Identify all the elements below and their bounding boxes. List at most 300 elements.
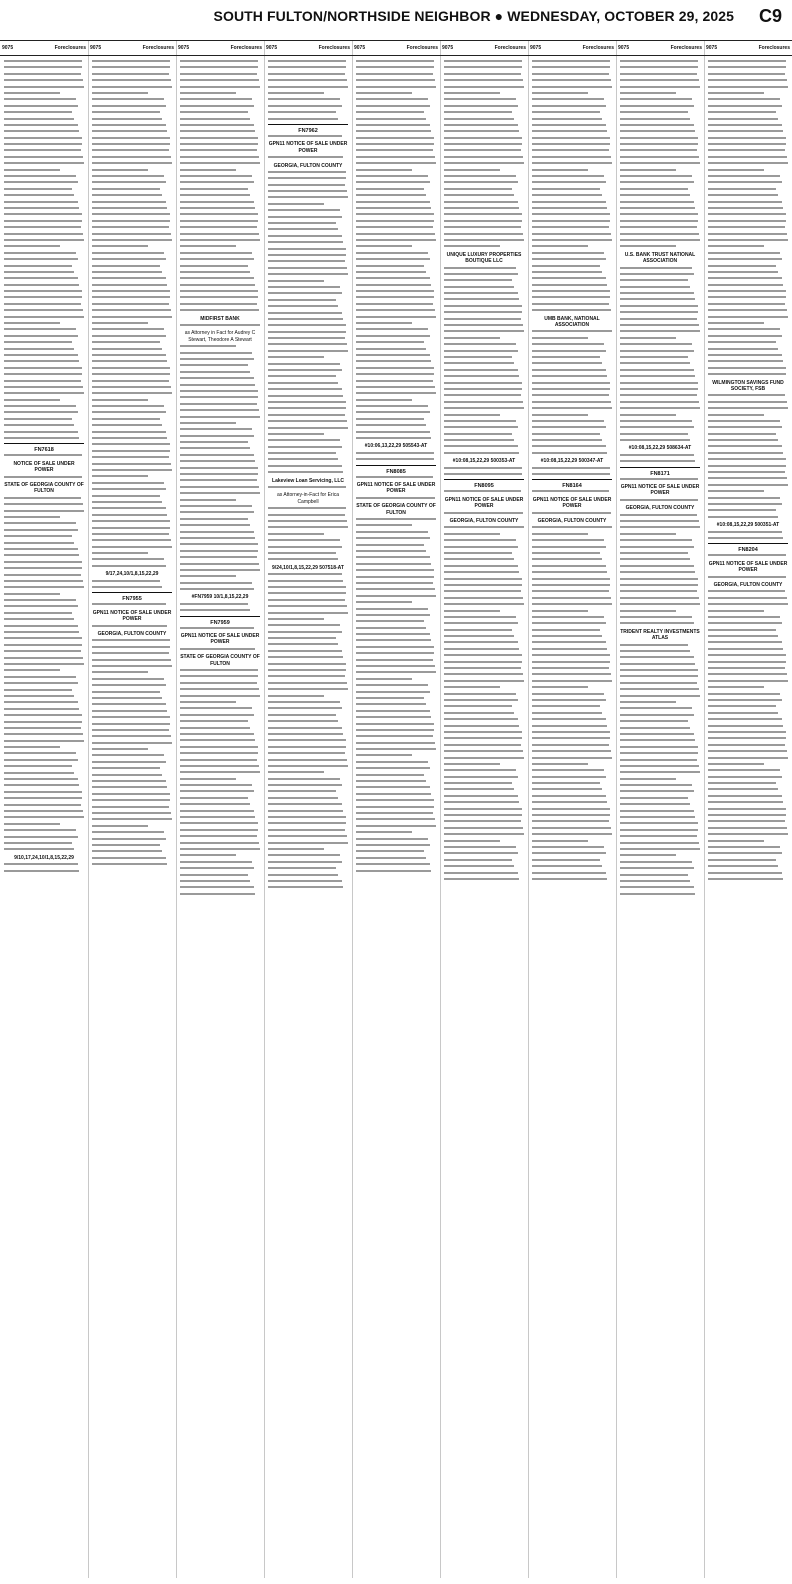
body-text-line bbox=[356, 303, 433, 305]
body-text-line bbox=[356, 392, 436, 394]
notice-number: FN8204 bbox=[738, 547, 758, 554]
body-text-line bbox=[356, 646, 434, 648]
body-text-line bbox=[268, 388, 342, 390]
body-text-line bbox=[620, 401, 699, 403]
body-text-line bbox=[268, 222, 336, 224]
body-text-line bbox=[444, 686, 500, 688]
body-text-line bbox=[356, 652, 434, 654]
body-text-line bbox=[356, 316, 436, 318]
body-text-line bbox=[356, 544, 424, 546]
body-text-line bbox=[532, 149, 609, 151]
body-text-line bbox=[4, 618, 74, 620]
body-text-line bbox=[92, 220, 170, 222]
body-text-line bbox=[532, 757, 612, 759]
body-text-line bbox=[92, 316, 172, 318]
body-text-line bbox=[268, 854, 340, 856]
body-text-line bbox=[620, 420, 692, 422]
body-text-line bbox=[268, 196, 348, 198]
body-text-line bbox=[356, 780, 426, 782]
body-text-line bbox=[4, 542, 74, 544]
body-text-line bbox=[444, 808, 522, 810]
body-text-line bbox=[444, 149, 521, 151]
body-text-line bbox=[444, 635, 514, 637]
body-text-line bbox=[268, 874, 338, 876]
body-text-line bbox=[532, 827, 611, 829]
body-text-line bbox=[4, 316, 84, 318]
body-text-line bbox=[708, 673, 787, 675]
body-text-line bbox=[444, 673, 523, 675]
body-text-line bbox=[620, 118, 690, 120]
body-text-line bbox=[444, 439, 514, 441]
body-text-line bbox=[620, 701, 676, 703]
body-text-line bbox=[180, 66, 258, 68]
body-text-line bbox=[356, 233, 435, 235]
body-text-line bbox=[620, 752, 698, 754]
body-text-line bbox=[708, 407, 788, 409]
body-text-line bbox=[444, 79, 523, 81]
column-body bbox=[92, 60, 172, 1578]
body-text-line bbox=[268, 848, 324, 850]
body-text-line bbox=[4, 599, 76, 601]
body-text-line bbox=[532, 271, 602, 273]
body-text-line bbox=[4, 137, 82, 139]
body-text-line bbox=[4, 804, 81, 806]
body-text-line bbox=[92, 463, 171, 465]
column-header: 9075 Foreclosures bbox=[616, 40, 704, 56]
body-text-line bbox=[268, 558, 338, 560]
body-text-line bbox=[268, 156, 343, 158]
body-text-line bbox=[268, 592, 346, 594]
body-text-line bbox=[444, 318, 521, 320]
body-text-line bbox=[708, 245, 764, 247]
body-text-line bbox=[444, 86, 524, 88]
body-text-line bbox=[180, 384, 255, 386]
body-text-line bbox=[356, 458, 434, 460]
body-text-line bbox=[268, 363, 340, 365]
notice-party-heading: U.S. BANK TRUST NATIONAL ASSOCIATION bbox=[624, 251, 696, 265]
body-text-line bbox=[268, 465, 342, 467]
body-text-line bbox=[532, 473, 610, 475]
body-text-line bbox=[444, 207, 519, 209]
body-text-line bbox=[268, 688, 348, 690]
body-text-line bbox=[268, 299, 336, 301]
body-text-line bbox=[268, 790, 336, 792]
body-text-line bbox=[532, 820, 609, 822]
body-text-line bbox=[356, 239, 436, 241]
body-text-line bbox=[356, 386, 435, 388]
body-text-line bbox=[180, 271, 250, 273]
body-text-line bbox=[532, 401, 611, 403]
body-text-line bbox=[4, 226, 81, 228]
body-text-line bbox=[92, 780, 166, 782]
body-text-line bbox=[92, 716, 170, 718]
body-text-line bbox=[620, 350, 694, 352]
body-text-line bbox=[620, 578, 698, 580]
body-text-line bbox=[620, 714, 694, 716]
notice-county: GEORGIA, FULTON COUNTY bbox=[625, 505, 695, 512]
body-text-line bbox=[620, 880, 690, 882]
body-text-line bbox=[180, 60, 258, 62]
body-text-line bbox=[4, 612, 72, 614]
body-text-line bbox=[532, 795, 606, 797]
body-text-line bbox=[708, 169, 764, 171]
body-text-line bbox=[356, 671, 436, 673]
body-text-line bbox=[180, 92, 236, 94]
body-text-line bbox=[180, 175, 252, 177]
body-text-line bbox=[356, 118, 426, 120]
body-text-line bbox=[356, 156, 435, 158]
body-text-line bbox=[444, 610, 500, 612]
body-text-line bbox=[708, 610, 764, 612]
body-text-line bbox=[268, 184, 345, 186]
body-text-line bbox=[180, 149, 257, 151]
body-text-line bbox=[532, 290, 610, 292]
body-text-line bbox=[92, 284, 167, 286]
body-text-line bbox=[444, 731, 522, 733]
body-text-line bbox=[708, 503, 782, 505]
body-text-line bbox=[268, 369, 342, 371]
body-text-line bbox=[356, 710, 430, 712]
body-text-line bbox=[4, 535, 72, 537]
notice-run-dates: #10:08,15,22,29 508634-AT bbox=[628, 445, 692, 452]
body-text-line bbox=[268, 73, 345, 75]
body-text-line bbox=[356, 793, 431, 795]
body-text-line bbox=[708, 188, 776, 190]
body-text-line bbox=[708, 635, 778, 637]
body-text-line bbox=[268, 656, 343, 658]
body-text-line bbox=[92, 539, 171, 541]
body-text-line bbox=[532, 622, 606, 624]
body-text-line bbox=[532, 801, 607, 803]
body-text-line bbox=[532, 526, 612, 528]
body-text-line bbox=[268, 305, 338, 307]
body-text-line bbox=[620, 771, 700, 773]
body-text-line bbox=[620, 324, 699, 326]
body-text-line bbox=[532, 648, 607, 650]
body-text-line bbox=[708, 233, 787, 235]
body-text-line bbox=[92, 697, 162, 699]
body-text-line bbox=[444, 757, 524, 759]
notice-separator bbox=[708, 543, 788, 544]
body-text-line bbox=[4, 816, 84, 818]
body-text-line bbox=[708, 865, 778, 867]
body-text-line bbox=[268, 599, 345, 601]
body-text-line bbox=[708, 201, 782, 203]
body-text-line bbox=[532, 433, 600, 435]
body-text-line bbox=[444, 445, 518, 447]
body-text-line bbox=[92, 252, 164, 254]
body-text-line bbox=[356, 399, 412, 401]
body-text-line bbox=[180, 220, 258, 222]
body-text-line bbox=[532, 705, 600, 707]
body-text-line bbox=[356, 786, 430, 788]
body-text-line bbox=[4, 797, 82, 799]
body-text-line bbox=[620, 111, 688, 113]
body-text-line bbox=[620, 848, 700, 850]
body-text-line bbox=[444, 512, 523, 514]
body-text-line bbox=[356, 277, 430, 279]
body-text-line bbox=[708, 737, 786, 739]
body-text-line bbox=[180, 460, 255, 462]
body-text-line bbox=[532, 590, 609, 592]
body-text-line bbox=[92, 495, 160, 497]
notice-party-heading: Lakeview Loan Servicing, LLC bbox=[272, 477, 344, 484]
body-text-line bbox=[532, 143, 610, 145]
body-text-line bbox=[4, 213, 82, 215]
body-text-line bbox=[620, 369, 694, 371]
body-text-line bbox=[180, 886, 254, 888]
body-text-line bbox=[444, 169, 500, 171]
body-text-line bbox=[356, 373, 434, 375]
body-text-line bbox=[532, 92, 588, 94]
body-text-line bbox=[620, 181, 694, 183]
body-text-line bbox=[532, 369, 606, 371]
body-text-line bbox=[444, 213, 522, 215]
body-text-line bbox=[268, 382, 338, 384]
body-text-line bbox=[180, 156, 259, 158]
body-text-line bbox=[444, 846, 516, 848]
body-text-line bbox=[268, 643, 338, 645]
body-text-line bbox=[532, 220, 610, 222]
body-text-line bbox=[92, 149, 169, 151]
body-text-line bbox=[708, 433, 776, 435]
body-text-line bbox=[268, 209, 340, 211]
body-text-line bbox=[356, 812, 433, 814]
body-text-line bbox=[268, 458, 338, 460]
body-text-line bbox=[620, 816, 695, 818]
body-text-line bbox=[444, 407, 524, 409]
body-text-line bbox=[444, 362, 514, 364]
body-text-line bbox=[4, 309, 83, 311]
body-text-line bbox=[268, 111, 336, 113]
body-text-line bbox=[620, 695, 700, 697]
body-text-line bbox=[620, 105, 694, 107]
body-text-line bbox=[92, 258, 166, 260]
body-text-line bbox=[708, 296, 786, 298]
body-text-line bbox=[708, 111, 776, 113]
body-text-line bbox=[180, 371, 250, 373]
body-text-line bbox=[356, 563, 431, 565]
body-text-line bbox=[620, 343, 692, 345]
body-text-line bbox=[620, 478, 698, 480]
body-text-line bbox=[268, 92, 324, 94]
body-text-line bbox=[268, 446, 342, 448]
body-text-line bbox=[180, 727, 250, 729]
body-text-line bbox=[708, 86, 788, 88]
body-text-line bbox=[532, 712, 602, 714]
body-text-line bbox=[708, 73, 785, 75]
body-text-line bbox=[268, 650, 342, 652]
body-text-line bbox=[4, 631, 79, 633]
body-text-line bbox=[708, 414, 764, 416]
body-text-line bbox=[180, 759, 257, 761]
body-text-line bbox=[444, 705, 512, 707]
body-text-line bbox=[532, 130, 607, 132]
notice-number: FN8085 bbox=[386, 468, 406, 475]
body-text-line bbox=[444, 667, 521, 669]
body-text-line bbox=[444, 273, 518, 275]
body-text-line bbox=[708, 705, 776, 707]
body-text-line bbox=[180, 707, 252, 709]
body-text-line bbox=[268, 675, 345, 677]
body-text-line bbox=[444, 629, 512, 631]
body-text-line bbox=[4, 682, 78, 684]
body-text-line bbox=[356, 569, 434, 571]
body-text-line bbox=[708, 465, 786, 467]
body-text-line bbox=[356, 431, 430, 433]
body-text-line bbox=[532, 699, 606, 701]
body-text-line bbox=[4, 548, 78, 550]
body-text-line bbox=[4, 405, 76, 407]
body-text-line bbox=[180, 130, 255, 132]
body-text-line bbox=[4, 574, 81, 576]
body-text-line bbox=[268, 612, 348, 614]
body-text-line bbox=[356, 518, 436, 520]
body-text-line bbox=[180, 556, 257, 558]
body-text-line bbox=[708, 258, 782, 260]
body-text-line bbox=[268, 663, 346, 665]
body-text-line bbox=[180, 441, 248, 443]
body-text-line bbox=[268, 254, 346, 256]
body-text-line bbox=[92, 354, 166, 356]
notice-title: GPN11 NOTICE OF SALE UNDER POWER bbox=[708, 560, 788, 574]
body-text-line bbox=[268, 605, 347, 607]
body-text-line bbox=[92, 431, 166, 433]
body-text-line bbox=[180, 73, 257, 75]
body-text-line bbox=[356, 194, 426, 196]
body-text-line bbox=[268, 190, 347, 192]
body-text-line bbox=[356, 341, 424, 343]
body-text-line bbox=[620, 663, 695, 665]
body-text-line bbox=[356, 729, 434, 731]
body-text-line bbox=[356, 531, 428, 533]
body-text-line bbox=[444, 356, 512, 358]
body-text-line bbox=[620, 571, 695, 573]
body-text-line bbox=[180, 803, 250, 805]
body-text-line bbox=[356, 86, 436, 88]
body-text-line bbox=[620, 245, 676, 247]
body-text-line bbox=[180, 765, 259, 767]
body-text-line bbox=[708, 175, 780, 177]
body-text-line bbox=[444, 539, 516, 541]
body-text-line bbox=[708, 322, 764, 324]
body-text-line bbox=[268, 765, 348, 767]
body-text-line bbox=[180, 409, 259, 411]
body-text-line bbox=[708, 616, 780, 618]
body-text-line bbox=[444, 245, 500, 247]
body-text-line bbox=[356, 66, 434, 68]
notice-title: GPN11 NOTICE OF SALE UNDER POWER bbox=[356, 482, 436, 495]
body-text-line bbox=[620, 797, 688, 799]
body-text-line bbox=[444, 414, 500, 416]
body-text-line bbox=[708, 445, 782, 447]
body-text-line bbox=[532, 388, 610, 390]
body-text-line bbox=[444, 279, 512, 281]
body-text-line bbox=[444, 233, 523, 235]
body-text-line bbox=[4, 708, 79, 710]
body-text-line bbox=[356, 418, 424, 420]
body-text-line bbox=[180, 194, 250, 196]
body-text-line bbox=[180, 563, 259, 565]
body-text-line bbox=[180, 473, 258, 475]
body-text-line bbox=[532, 737, 610, 739]
body-text-line bbox=[268, 695, 324, 697]
body-text-line bbox=[268, 546, 342, 548]
body-text-line bbox=[444, 814, 522, 816]
body-text-line bbox=[268, 727, 342, 729]
body-text-line bbox=[532, 641, 606, 643]
body-text-line bbox=[620, 533, 676, 535]
body-text-line bbox=[356, 633, 430, 635]
body-text-line bbox=[708, 801, 783, 803]
body-text-line bbox=[444, 725, 519, 727]
body-text-line bbox=[268, 356, 324, 358]
body-text-line bbox=[4, 303, 81, 305]
body-text-line bbox=[532, 330, 612, 332]
body-text-line bbox=[92, 79, 171, 81]
body-text-line bbox=[620, 765, 699, 767]
column-8 bbox=[616, 40, 704, 1578]
body-text-line bbox=[92, 831, 164, 833]
body-text-line bbox=[180, 752, 258, 754]
body-text-line bbox=[708, 252, 780, 254]
body-text-line bbox=[532, 769, 604, 771]
body-text-line bbox=[532, 558, 602, 560]
body-text-line bbox=[532, 382, 610, 384]
body-text-line bbox=[4, 637, 82, 639]
body-text-line bbox=[620, 526, 700, 528]
body-text-line bbox=[180, 874, 248, 876]
body-text-line bbox=[92, 322, 148, 324]
body-text-line bbox=[708, 452, 783, 454]
body-text-line bbox=[708, 725, 783, 727]
body-text-line bbox=[180, 675, 258, 677]
body-text-line bbox=[620, 790, 694, 792]
body-text-line bbox=[532, 578, 610, 580]
body-text-line bbox=[180, 842, 259, 844]
body-text-line bbox=[444, 622, 518, 624]
body-text-line bbox=[356, 659, 433, 661]
body-text-line bbox=[92, 482, 164, 484]
body-text-line bbox=[532, 60, 610, 62]
body-text-line bbox=[180, 739, 255, 741]
body-text-line bbox=[4, 746, 60, 748]
body-text-line bbox=[180, 79, 259, 81]
body-text-line bbox=[180, 829, 258, 831]
body-text-line bbox=[532, 296, 610, 298]
body-text-line bbox=[356, 844, 430, 846]
body-text-line bbox=[4, 143, 82, 145]
body-text-line bbox=[356, 863, 430, 865]
body-text-line bbox=[708, 744, 785, 746]
body-text-line bbox=[708, 603, 788, 605]
body-text-line bbox=[444, 565, 518, 567]
body-text-line bbox=[92, 66, 170, 68]
body-text-line bbox=[444, 473, 522, 475]
body-text-line bbox=[92, 507, 166, 509]
body-text-line bbox=[532, 725, 607, 727]
body-text-line bbox=[180, 252, 252, 254]
body-text-line bbox=[4, 625, 78, 627]
body-text-line bbox=[268, 759, 347, 761]
body-text-line bbox=[708, 213, 786, 215]
body-text-line bbox=[620, 520, 699, 522]
body-text-line bbox=[444, 92, 500, 94]
body-text-line bbox=[268, 324, 346, 326]
body-text-line bbox=[620, 220, 698, 222]
body-text-line bbox=[532, 667, 609, 669]
body-text-line bbox=[620, 514, 697, 516]
